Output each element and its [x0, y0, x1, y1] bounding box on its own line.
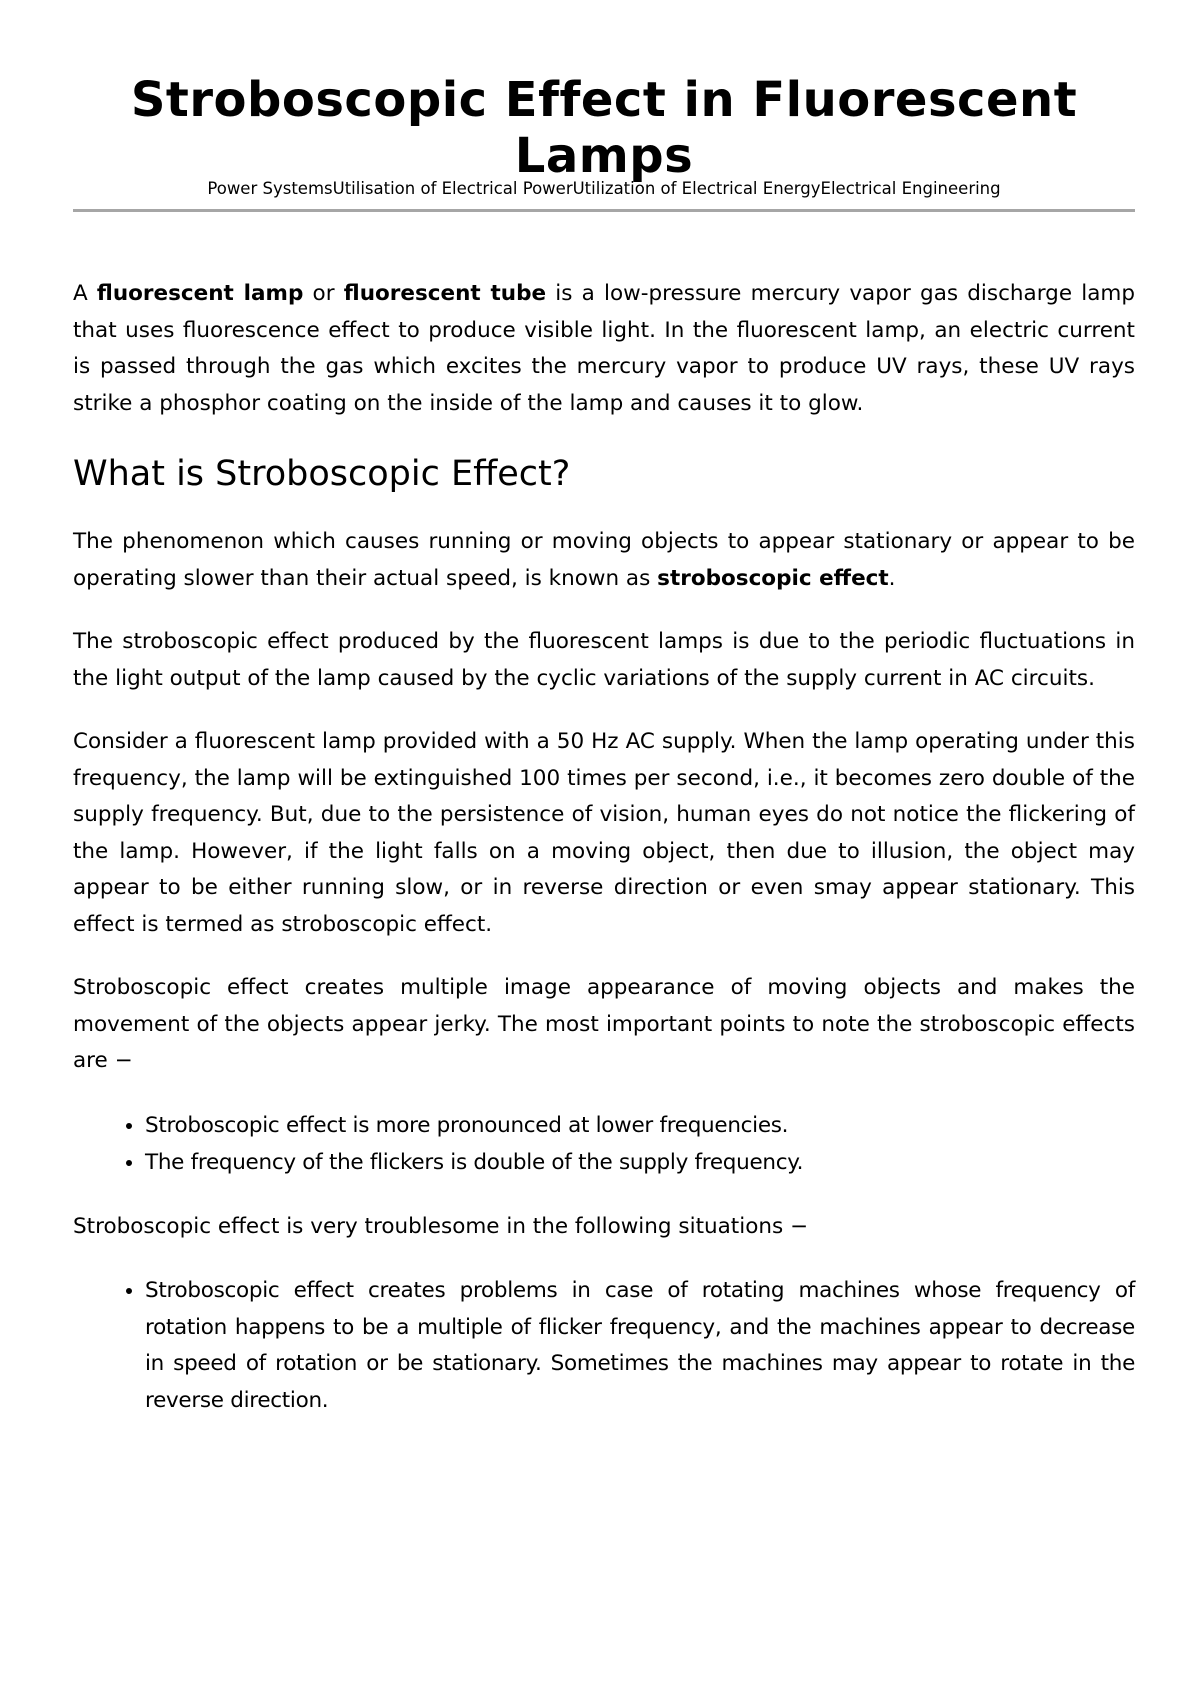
definition-term: stroboscopic effect [657, 565, 889, 591]
tag-list [73, 178, 1135, 200]
tag-utilisation-of-electrical-power[interactable]: Utilisation of Electrical Power [332, 179, 573, 198]
list-item: • Stroboscopic effect creates problems in case of rotating machines whose frequency of rotation happens to be a multiple of flicker frequency, and the machines appear to decrease in speed of rotation or be stationary. Sometimes the machines may appear to rotate in the reverse direction. [145, 1272, 1135, 1419]
section-heading: What is Stroboscopic Effect? [73, 454, 571, 494]
list-item: • The frequency of the flickers is double of the supply frequency. [145, 1144, 1135, 1182]
points-list [73, 1107, 1135, 1182]
title-divider [73, 209, 1135, 212]
situations-list [73, 1272, 1135, 1419]
intro-text-1: A [73, 281, 97, 306]
tag-electrical-engineering[interactable]: Electrical Engineering [820, 179, 1001, 198]
tag-power-systems[interactable]: Power Systems [207, 179, 333, 198]
intro-paragraph [73, 276, 1135, 422]
points-intro-paragraph: Stroboscopic effect creates multiple image appearance of moving objects and makes the movement of the objects appear jerky. The most important points to note the stroboscopic effects are − [73, 975, 1135, 1073]
definition-text-2: . [888, 565, 896, 591]
cause-paragraph: The stroboscopic effect produced by the fluorescent lamps is due to the periodic fluctuations in the light output of the lamp caused by the cyclic variations of the supply current in AC circuits. [73, 629, 1135, 691]
list-item: • Stroboscopic effect is more pronounced at lower frequencies. [145, 1107, 1135, 1145]
document-page [73, 0, 1135, 1419]
intro-term-fluorescent-lamp: fluorescent lamp [96, 281, 304, 306]
intro-text-2: or [303, 281, 344, 306]
page-title: Stroboscopic Effect in Fluorescent Lamps [130, 72, 1078, 184]
definition-paragraph [73, 524, 1135, 597]
situations-intro-paragraph: Stroboscopic effect is very troublesome in the following situations − [73, 1213, 809, 1239]
example-paragraph: Consider a fluorescent lamp provided with a 50 Hz AC supply. When the lamp operating under this frequency, the lamp will be extinguished 100 times per second, i.e., it becomes zero double of the supply frequency. But, due to the persistence of vision, human eyes do not notice the flickering of the lamp. However, if the light falls on a moving object, then due to illusion, the object may appear to be either running slow, or in reverse direction or even smay appear stationary. This effect is termed as stroboscopic effect. [73, 729, 1135, 937]
intro-term-fluorescent-tube: fluorescent tube [343, 281, 547, 306]
tag-utilization-of-electrical-energy[interactable]: Utilization of Electrical Energy [572, 179, 821, 198]
definition-text-1: The phenomenon which causes running or moving objects to appear stationary or appear to be operating slower than their actual speed, is known as [73, 529, 1135, 591]
intro-text-3: is a low-pressure mercury vapor gas discharge lamp that uses fluorescence effect to produce visible light. In the fluorescent lamp, an electric current is passed through the gas which excites the mercury vapor to produce UV rays, these UV rays strike a phosphor coating on the inside of the lamp and causes it to glow. [73, 281, 1136, 416]
